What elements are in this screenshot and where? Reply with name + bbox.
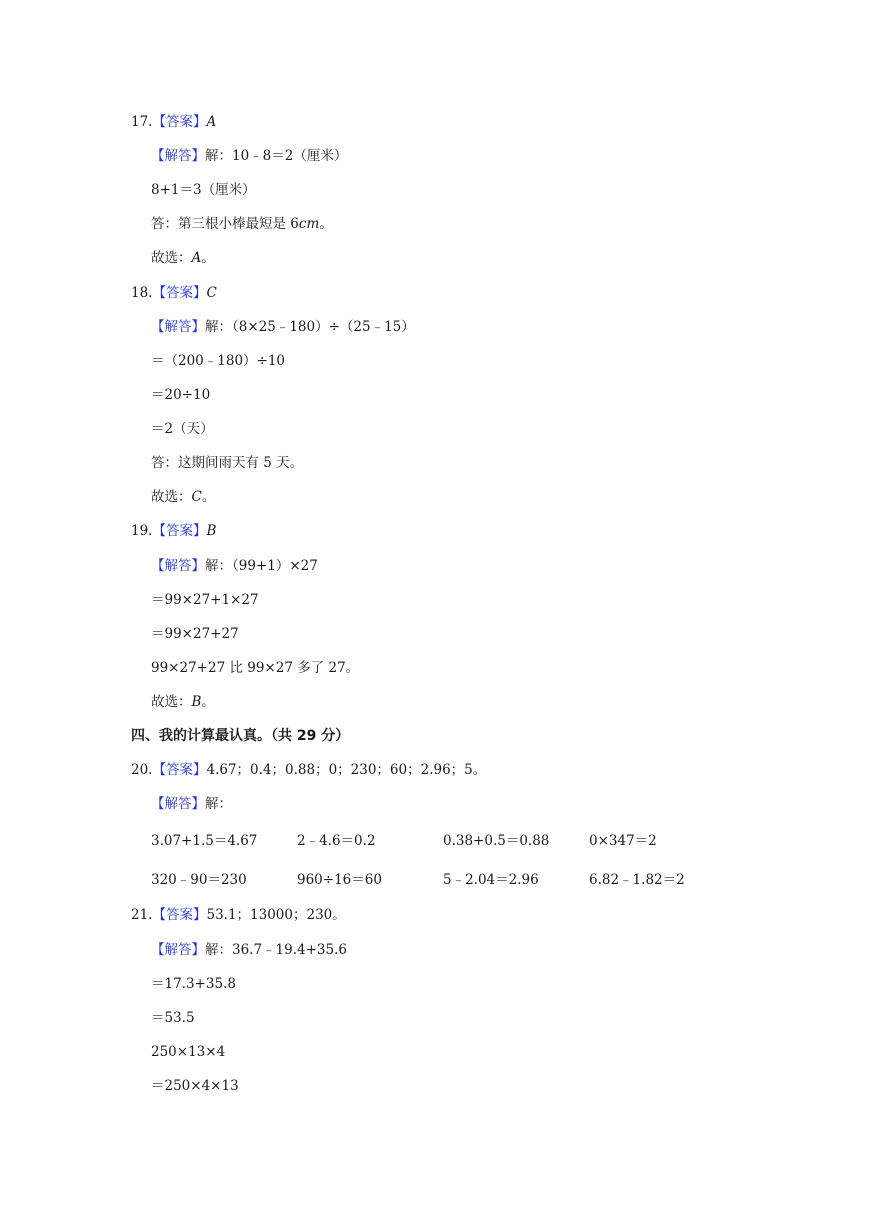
q20-answer-line: [131, 761, 486, 779]
q21-step3: ＝53.5: [151, 1010, 195, 1026]
q19-number: 19.: [131, 523, 153, 539]
q20-answer-tag: 【答案】: [152, 762, 207, 778]
q21-step1: 解：36.7﹣19.4+35.6: [205, 942, 347, 958]
q17-step1: 解：10﹣8＝2（厘米）: [205, 148, 348, 164]
q18-step1: 解：（8×25﹣180）÷（25﹣15）: [205, 319, 415, 335]
q19-step1: 解：（99+1）×27: [205, 558, 318, 574]
calc-cell: 0.38+0.5＝0.88: [443, 833, 550, 849]
calc-cell: 960÷16＝60: [297, 872, 382, 888]
q17-answer: A: [206, 114, 217, 130]
q19-analysis-line: [151, 557, 318, 575]
q18-number: 18.: [131, 285, 153, 301]
q19-choice: 故选：B。: [151, 694, 215, 710]
q19-step3: ＝99×27+27: [151, 626, 239, 642]
calc-cell: 0×347＝2: [589, 833, 657, 849]
q20-number: 20.: [131, 762, 153, 778]
q18-conclusion: 答：这期间雨天有 5 天。: [151, 455, 304, 471]
q17-unit: cm: [298, 216, 320, 232]
q21-step5: ＝250×4×13: [151, 1078, 239, 1094]
q19-answer-tag: 【答案】: [152, 523, 207, 539]
q20-answer: 4.67；0.4；0.88；0；230；60；2.96；5。: [206, 762, 487, 778]
q21-step2: ＝17.3+35.8: [151, 976, 236, 992]
q19-answer: B: [206, 523, 217, 539]
q17-step2: 8+1＝3（厘米）: [151, 182, 256, 198]
q21-analysis-tag: 【解答】: [151, 942, 205, 958]
q21-answer: 53.1；13000；230。: [206, 907, 346, 923]
q20-analysis-line: [151, 795, 232, 813]
calc-cell: 5﹣2.04＝2.96: [443, 872, 539, 888]
q20-step1: 解：: [205, 796, 232, 812]
q17-analysis-line: [151, 147, 347, 165]
q17-analysis-tag: 【解答】: [151, 148, 205, 164]
q18-analysis-line: [151, 318, 415, 336]
q17-conclusion: 答：第三根小棒最短是 6cm。: [151, 216, 333, 232]
q17-choice: 故选：A。: [151, 250, 215, 266]
calc-cell: 320﹣90＝230: [151, 872, 247, 888]
q21-analysis-line: [151, 941, 347, 959]
q21-step4: 250×13×4: [151, 1044, 226, 1060]
q18-analysis-tag: 【解答】: [151, 319, 205, 335]
q18-step2: ＝（200﹣180）÷10: [151, 353, 286, 369]
q20-analysis-tag: 【解答】: [151, 796, 205, 812]
q18-answer-line: [131, 284, 217, 302]
q18-step3: ＝20÷10: [151, 387, 211, 403]
calc-cell: 3.07+1.5＝4.67: [151, 833, 258, 849]
section-heading: 四、我的计算最认真。（共 29 分）: [131, 728, 350, 744]
q17-answer-tag: 【答案】: [152, 114, 207, 130]
q19-step2: ＝99×27+1×27: [151, 592, 259, 608]
q17-number: 17.: [131, 114, 153, 130]
q18-choice: 故选：C。: [151, 489, 216, 505]
q18-answer-tag: 【答案】: [152, 285, 207, 301]
q19-analysis-tag: 【解答】: [151, 558, 205, 574]
q18-answer: C: [206, 285, 217, 301]
calc-cell: 2﹣4.6＝0.2: [297, 833, 376, 849]
q18-step4: ＝2（天）: [151, 421, 214, 437]
q19-step4: 99×27+27 比 99×27 多了 27。: [151, 660, 360, 676]
q21-answer-tag: 【答案】: [152, 907, 207, 923]
q21-answer-line: [131, 906, 346, 924]
q17-answer-line: [131, 113, 216, 131]
q21-number: 21.: [131, 907, 153, 923]
calc-cell: 6.82﹣1.82＝2: [589, 872, 685, 888]
q19-answer-line: [131, 522, 216, 540]
